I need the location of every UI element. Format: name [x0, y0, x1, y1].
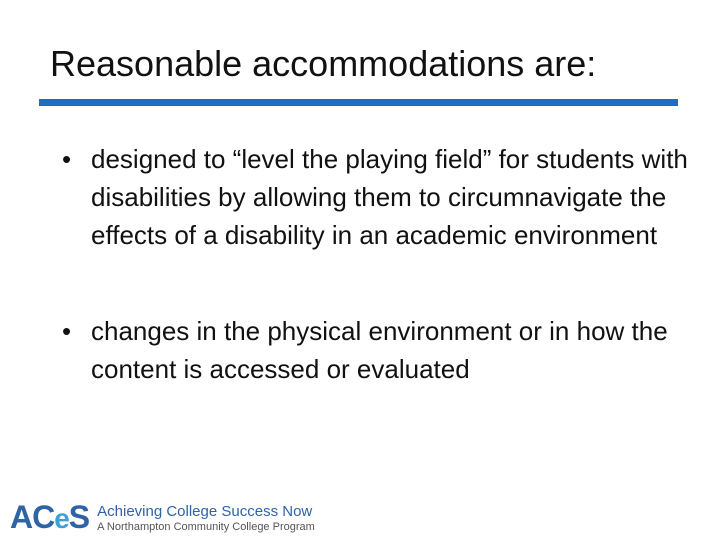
aces-logo [10, 500, 315, 536]
bullet-item [62, 140, 702, 254]
aces-logo-mark [10, 499, 89, 537]
bullet-dot: • [62, 316, 72, 346]
logo-letter: S [68, 499, 90, 535]
logo-tagline: Achieving College Success Now [97, 502, 313, 520]
bullet-dot: • [62, 144, 72, 174]
logo-subtitle: A Northampton Community College Program [97, 520, 315, 533]
bullet-item [62, 312, 702, 388]
logo-letter: A [10, 499, 33, 535]
bullet-text: designed to “level the playing field” for students with disabilities by allowing them to circumnavigate the effects of a disability in an academic environment [91, 144, 688, 250]
logo-letter: e [54, 503, 69, 534]
bullet-list [62, 140, 702, 388]
title-underline-rule [39, 99, 678, 106]
logo-text-block [97, 503, 315, 534]
logo-letter: C [32, 499, 55, 535]
slide-title: Reasonable accommodations are: [50, 43, 597, 84]
bullet-text: changes in the physical environment or in how the content is accessed or evaluated [91, 316, 668, 384]
